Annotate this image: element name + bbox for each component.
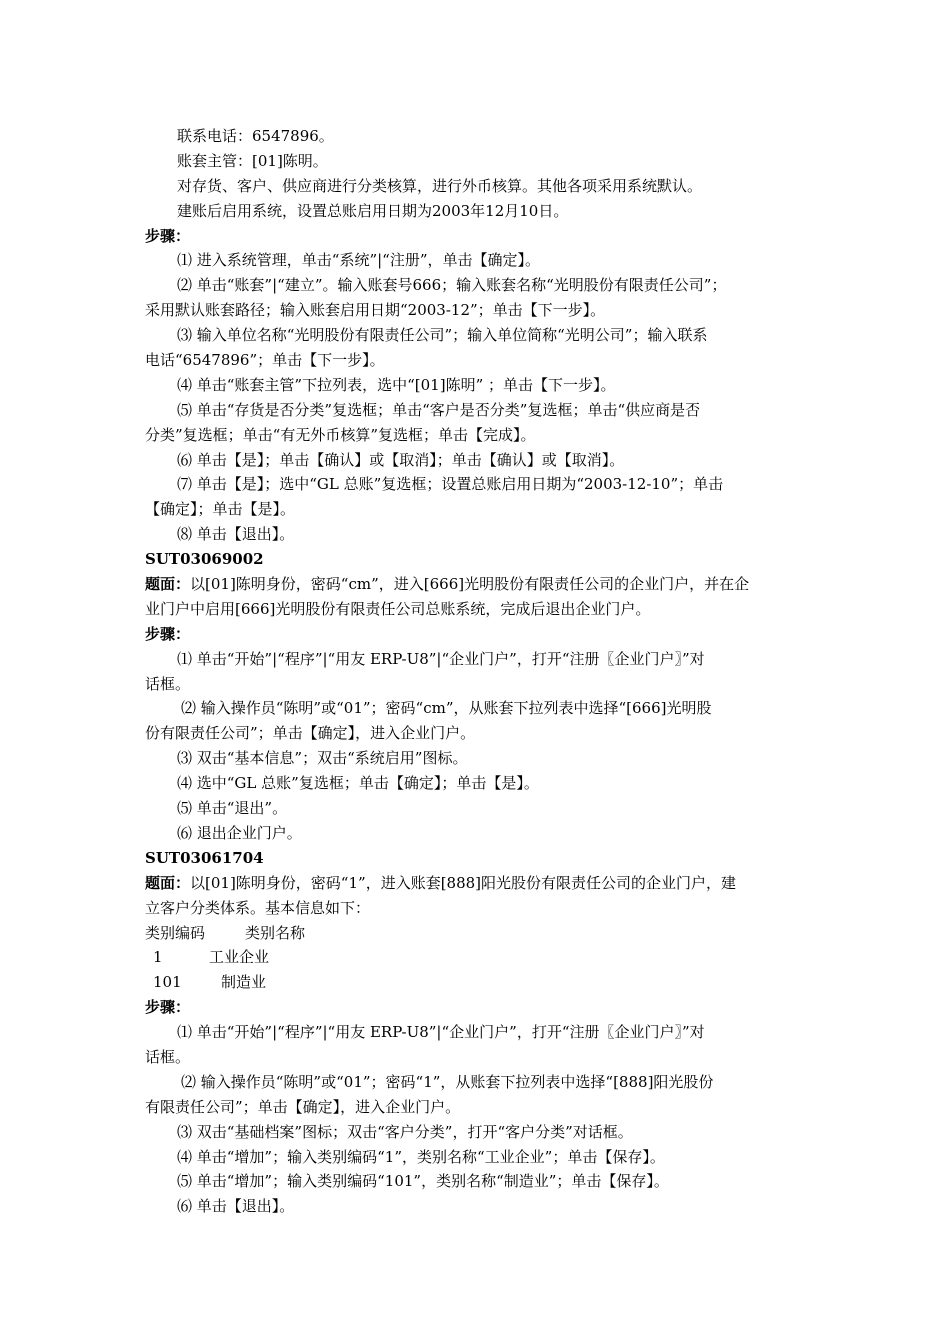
step-item-continued: 分类”复选框；单击“有无外币核算”复选框；单击【完成】。 [145,425,536,444]
step-item: ⑹ 单击【退出】。 [177,1197,295,1216]
step-item-continued: 话框。 [145,674,191,693]
step-item: ⑷ 单击“账套主管”下拉列表，选中“[01]陈明” ；单击【下一步】。 [177,375,616,394]
category-table [145,921,809,996]
step-item: ⑴ 进入系统管理，单击“系统”|“注册”，单击【确定】。 [177,251,540,270]
intro-line: 建账后启用系统，设置总账启用日期为2003年12月10日。 [177,201,569,220]
step-item: ⑹ 退出企业门户。 [177,823,302,842]
question-topic [145,572,809,597]
step-item: ⑷ 选中“GL 总账”复选框；单击【确定】；单击【是】。 [177,774,539,793]
topic-label: 题面： [145,575,191,594]
table-cell-code: 1 [153,948,163,967]
step-item-continued: 话框。 [145,1047,191,1066]
step-item: ⑵ 输入操作员“陈明”或“01”；密码“1”，从账套下拉列表中选择“[888]阳光股份 [181,1072,714,1091]
step-item: ⑺ 单击【是】；选中“GL 总账”复选框；设置总账启用日期为“2003-12-10”；单击 [177,475,724,494]
step-item: ⑴ 单击“开始”|“程序”|“用友 ERP-U8”|“企业门户”，打开“注册〖企业门户〗”对 [177,1023,705,1042]
question-topic-continued: 立客户分类体系。基本信息如下： [145,898,371,917]
table-cell-code: 101 [153,973,182,992]
step-item: ⑴ 单击“开始”|“程序”|“用友 ERP-U8”|“企业门户”，打开“注册〖企业门户〗”对 [177,649,705,668]
step-list-q1 [145,248,809,547]
question-topic-continued: 业门户中启用[666]光明股份有限责任公司总账系统，完成后退出企业门户。 [145,599,651,618]
steps-heading: 步骤： [145,624,191,643]
table-cell-name: 工业企业 [209,948,270,967]
step-item-continued: 有限责任公司”；单击【确定】，进入企业门户。 [145,1097,461,1116]
step-item-continued: 份有限责任公司”；单击【确定】，进入企业门户。 [145,724,476,743]
step-item: ⑵ 输入操作员“陈明”或“01”；密码“cm”，从账套下拉列表中选择“[666]光明股 [181,699,712,718]
step-item: ⑶ 双击“基本信息”；双击“系统启用”图标。 [177,749,468,768]
topic-text: 以[01]陈明身份，密码“cm”，进入[666]光明股份有限责任公司的企业门户，并在企 [190,575,750,594]
intro-line: 对存货、客户、供应商进行分类核算，进行外币核算。其他各项采用系统默认。 [177,176,703,195]
question-code: SUT03069002 [145,550,264,569]
step-list-q3 [145,1020,809,1219]
topic-text: 以[01]陈明身份，密码“1”，进入账套[888]阳光股份有限责任公司的企业门户，建 [190,873,737,892]
step-item: ⑷ 单击“增加”；输入类别编码“1”，类别名称“工业企业”；单击【保存】。 [177,1147,665,1166]
table-header-name: 类别名称 [245,923,306,942]
question-topic [145,871,809,896]
step-item: ⑸ 单击“存货是否分类”复选框；单击“客户是否分类”复选框；单击“供应商是否 [177,400,701,419]
intro-line: 联系电话：6547896。 [177,127,334,145]
intro-line: 账套主管：[01]陈明。 [177,151,328,170]
table-row [145,945,809,970]
topic-label: 题面： [145,873,191,892]
step-item: ⑻ 单击【退出】。 [177,525,295,544]
step-item: ⑵ 单击“账套”|“建立”。输入账套号666；输入账套名称“光明股份有限责任公司”； [177,276,727,295]
step-item: ⑶ 双击“基础档案”图标；双击“客户分类”，打开“客户分类”对话框。 [177,1122,633,1141]
document-body [145,124,809,1219]
step-item-continued: 【确定】；单击【是】。 [145,500,296,519]
step-item: ⑶ 输入单位名称“光明股份有限责任公司”；输入单位简称“光明公司”；输入联系 [177,326,708,345]
table-row [145,970,809,995]
steps-heading: 步骤： [145,998,191,1017]
step-item: ⑸ 单击“退出”。 [177,799,288,818]
step-item-continued: 电话“6547896”；单击【下一步】。 [145,351,385,370]
table-header-row [145,921,809,946]
question-code: SUT03061704 [145,848,264,867]
steps-heading: 步骤： [145,226,191,245]
table-header-code: 类别编码 [145,923,206,942]
step-item-continued: 采用默认账套路径；输入账套启用日期“2003-12”；单击【下一步】。 [145,301,606,320]
step-item: ⑹ 单击【是】；单击【确认】或【取消】；单击【确认】或【取消】。 [177,450,625,469]
step-item: ⑸ 单击“增加”；输入类别编码“101”，类别名称“制造业”；单击【保存】。 [177,1172,669,1191]
table-cell-name: 制造业 [221,973,267,992]
step-list-q2 [145,647,809,846]
